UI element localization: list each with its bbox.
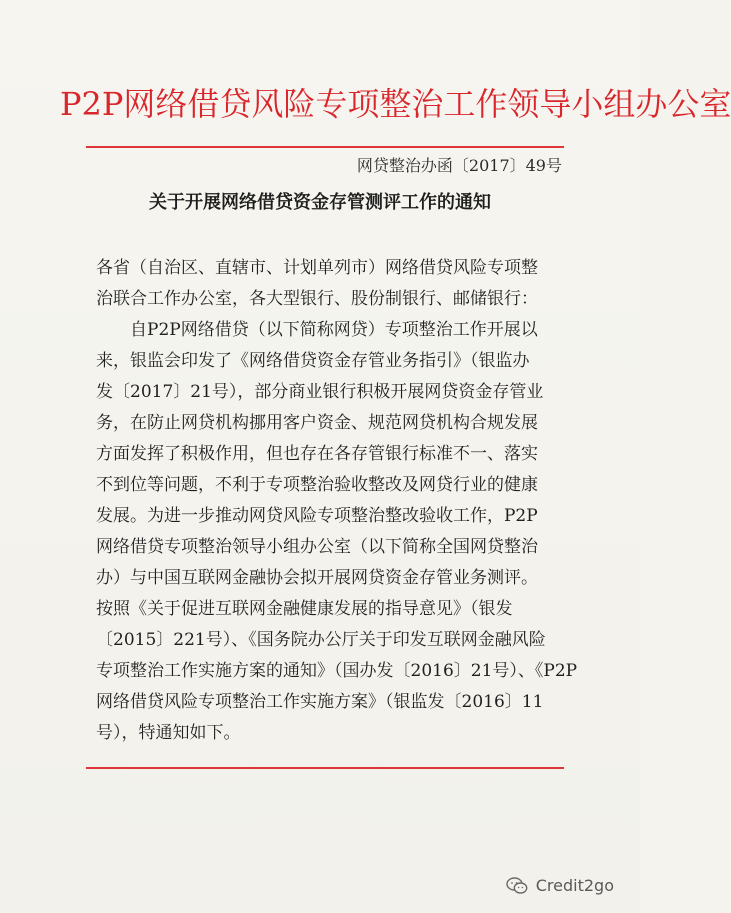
- issuer-header-title: P2P网络借贷风险专项整治工作领导小组办公室: [60, 85, 731, 123]
- body-line: 来，银监会印发了《网络借贷资金存管业务指引》（银监办: [96, 351, 530, 371]
- body-line: 按照《关于促进互联网金融健康发展的指导意见》（银发: [96, 599, 513, 619]
- body-line: 务，在防止网贷机构挪用客户资金、规范网贷机构合规发展: [96, 413, 538, 433]
- watermark-text: Credit2go: [535, 876, 614, 895]
- body-line: 治联合工作办公室，各大型银行、股份制银行、邮储银行：: [96, 289, 538, 309]
- body-line: 发〔2017〕21号），部分商业银行积极开展网贷资金存管业: [96, 382, 544, 402]
- body-line: 专项整治工作实施方案的通知》（国办发〔2016〕21号）、《P2P: [96, 661, 578, 681]
- body-line: 各省（自治区、直辖市、计划单列市）网络借贷风险专项整: [96, 258, 538, 278]
- document-number: 网贷整治办函〔2017〕49号: [356, 156, 562, 175]
- notice-title: 关于开展网络借贷资金存管测评工作的通知: [149, 192, 491, 213]
- body-line: 〔2015〕221号）、《国务院办公厅关于印发互联网金融风险: [96, 630, 546, 650]
- body-line: 方面发挥了积极作用，但也存在各存管银行标准不一、落实: [96, 444, 538, 464]
- body-line: 不到位等问题，不利于专项整治验收整改及网贷行业的健康: [96, 475, 538, 495]
- body-line: 网络借贷专项整治领导小组办公室（以下简称全国网贷整治: [96, 537, 538, 557]
- body-line: 发展。为进一步推动网贷风险专项整治整改验收工作，P2P: [96, 506, 538, 526]
- body-line: 号），特通知如下。: [96, 723, 241, 743]
- body-line: 自P2P网络借贷（以下简称网贷）专项整治工作开展以: [130, 320, 538, 340]
- wechat-icon: [506, 877, 528, 895]
- red-rule-bottom: [86, 767, 564, 769]
- red-rule-top: [86, 146, 564, 148]
- body-line: 网络借贷风险专项整治工作实施方案》（银监发〔2016〕11: [96, 692, 544, 712]
- notice-body: [96, 253, 578, 749]
- source-watermark: [506, 876, 614, 895]
- body-line: 办）与中国互联网金融协会拟开展网贷资金存管业务测评。: [96, 568, 538, 588]
